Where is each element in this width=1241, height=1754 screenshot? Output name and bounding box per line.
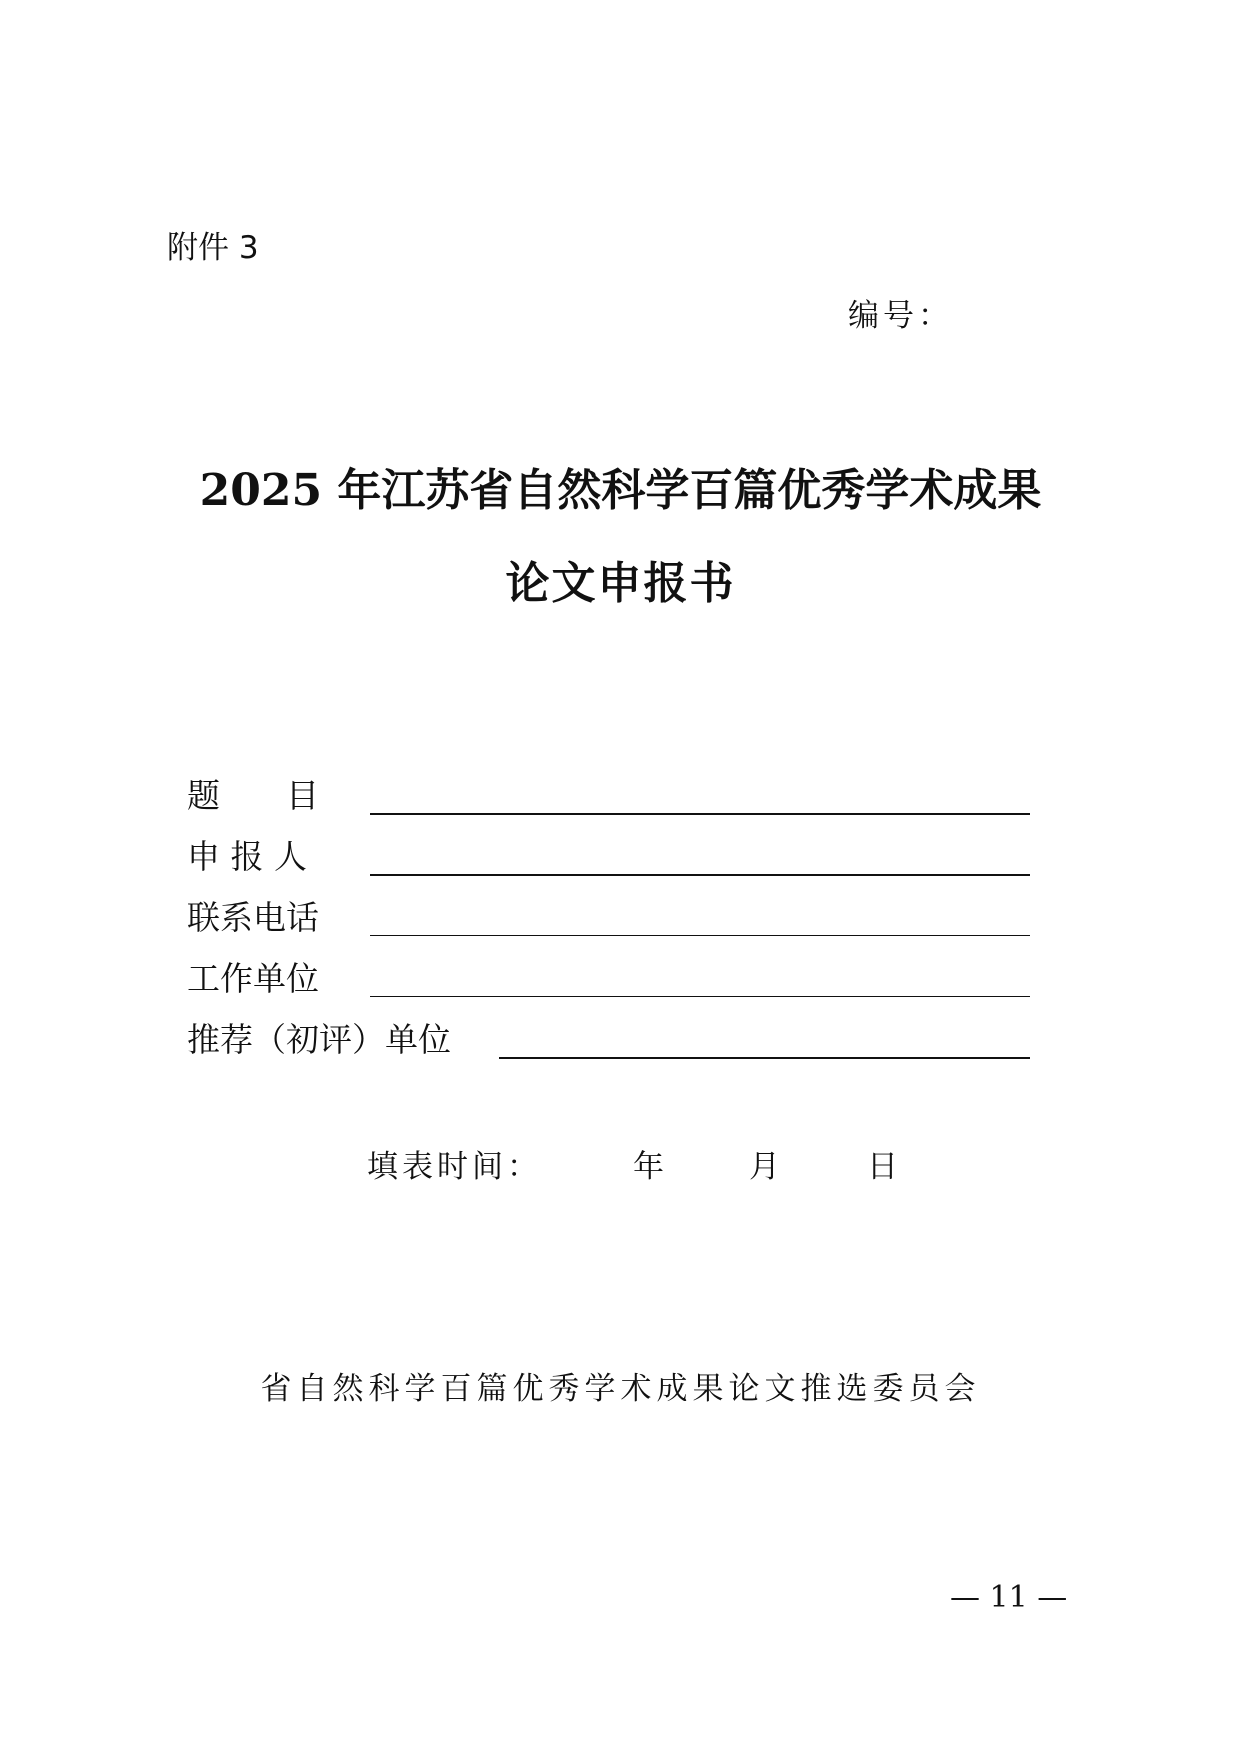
field-recommending-unit-line — [499, 1057, 1030, 1059]
fill-date-year: 年 — [633, 1149, 664, 1185]
field-phone-label: 联系电话 — [187, 898, 319, 937]
field-phone-line — [370, 935, 1030, 936]
field-recommending-unit-label: 推荐（初评）单位 — [187, 1020, 451, 1059]
field-workplace — [187, 957, 1037, 1001]
document-title-line-2: 论文申报书 — [505, 558, 736, 609]
committee-name: 省自然科学百篇优秀学术成果论文推选委员会 — [260, 1371, 981, 1407]
field-title-label: 题 目 — [187, 776, 319, 815]
document-title-line-1: 2025 年江苏省自然科学百篇优秀学术成果 — [199, 465, 1042, 516]
field-workplace-line — [370, 996, 1030, 997]
fill-date-month: 月 — [749, 1149, 780, 1185]
field-title — [187, 774, 1037, 818]
attachment-label: 附件 3 — [167, 230, 259, 266]
fill-date-row — [0, 1145, 1241, 1189]
field-applicant-line — [370, 874, 1030, 876]
field-phone — [187, 896, 1037, 940]
page-number: — 11 — — [950, 1580, 1068, 1615]
field-title-line — [370, 813, 1030, 815]
field-workplace-label: 工作单位 — [187, 959, 319, 998]
fill-date-label: 填表时间： — [367, 1149, 542, 1185]
fill-date-day: 日 — [867, 1149, 898, 1185]
serial-number-label: 编号： — [848, 298, 953, 334]
field-recommending-unit — [187, 1018, 1037, 1062]
field-applicant — [187, 835, 1037, 879]
field-applicant-label: 申 报 人 — [187, 837, 307, 876]
